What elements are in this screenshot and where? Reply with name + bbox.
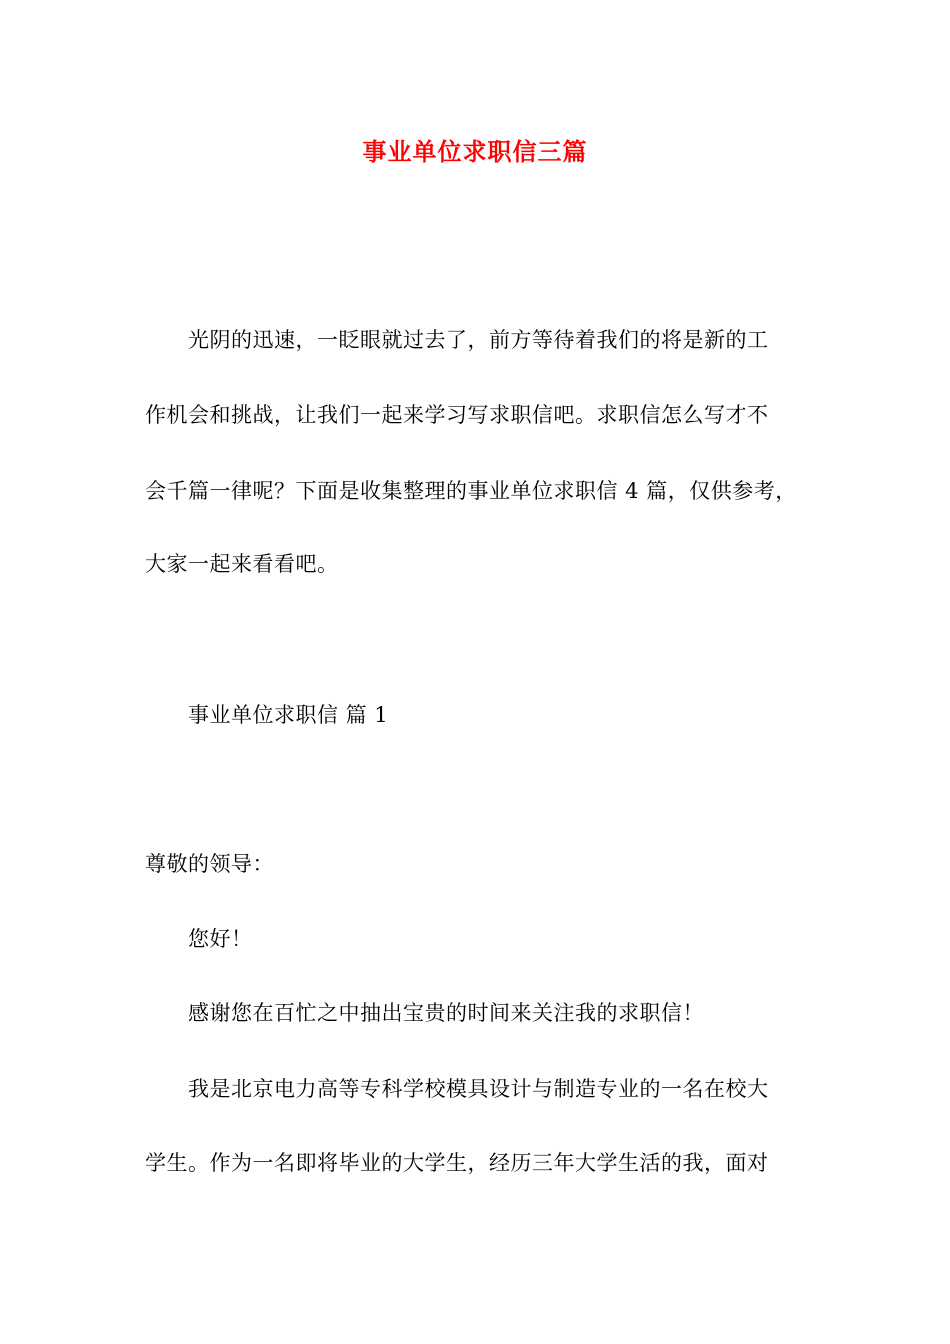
thanks-line: 感谢您在百忙之中抽出宝贵的时间来关注我的求职信！	[188, 1001, 704, 1025]
body-line-2: 学生。作为一名即将毕业的大学生，经历三年大学生活的我，面对	[145, 1151, 769, 1175]
intro-line-3: 会千篇一律呢？下面是收集整理的事业单位求职信 4 篇，仅供参考，	[145, 479, 797, 503]
document-title: 事业单位求职信三篇	[362, 137, 588, 166]
body-line-1: 我是北京电力高等专科学校模具设计与制造专业的一名在校大	[188, 1077, 769, 1101]
section-heading: 事业单位求职信 篇 1	[188, 703, 389, 727]
greeting: 您好！	[188, 927, 253, 951]
salutation: 尊敬的领导：	[145, 852, 274, 876]
intro-line-1: 光阴的迅速，一眨眼就过去了，前方等待着我们的将是新的工	[188, 328, 769, 352]
intro-line-2: 作机会和挑战，让我们一起来学习写求职信吧。求职信怎么写才不	[145, 403, 769, 427]
intro-line-4: 大家一起来看看吧。	[145, 552, 339, 576]
